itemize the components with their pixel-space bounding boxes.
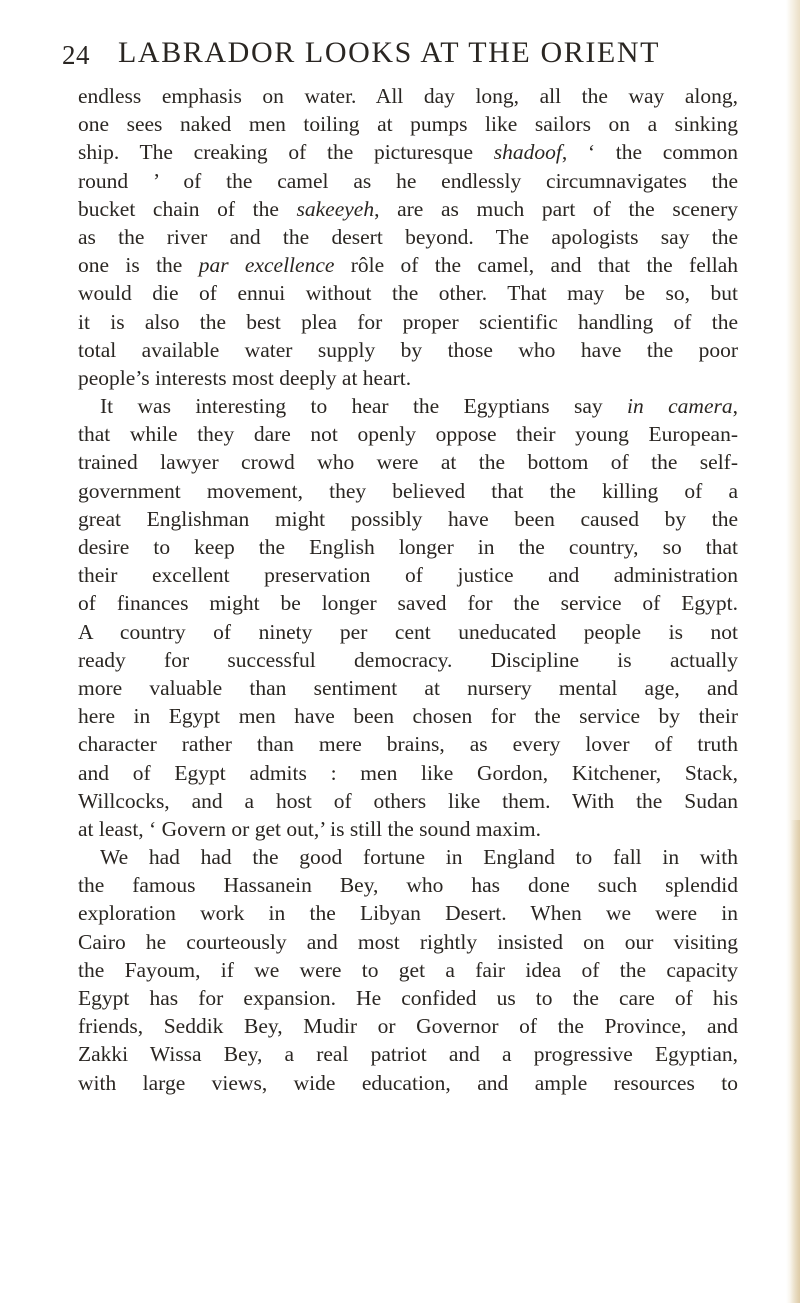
- text-line: great Englishman might possibly have been caused by the: [78, 506, 738, 531]
- text-line: exploration work in the Libyan Desert. When we were in: [78, 901, 738, 926]
- text-line: It was interesting to hear the Egyptians say in camera,: [100, 394, 738, 419]
- text-line: it is also the best plea for proper scientific handling of the: [78, 309, 738, 334]
- text-line: Willcocks, and a host of others like them. With the Sudan: [78, 788, 738, 813]
- body-text: [78, 82, 738, 1097]
- text-line: ship. The creaking of the picturesque shadoof, ‘ the common: [78, 140, 738, 165]
- page-number: 24: [62, 40, 90, 70]
- text-line: that while they dare not openly oppose their young European-: [78, 422, 738, 447]
- text-line: government movement, they believed that the killing of a: [78, 478, 738, 503]
- text-line: round ’ of the camel as he endlessly circumnavigates the: [78, 168, 738, 193]
- italic-term: in camera: [627, 394, 733, 419]
- text-line: would die of ennui without the other. That may be so, but: [78, 281, 738, 306]
- text-line: desire to keep the English longer in the country, so that: [78, 535, 738, 559]
- text-line: of finances might be longer saved for the service of Egypt.: [78, 591, 738, 616]
- text-line: one is the par excellence rôle of the camel, and that the fellah: [78, 253, 738, 278]
- italic-term: shadoof: [493, 140, 562, 165]
- text-line: bucket chain of the sakeeyeh, are as much part of the scenery: [78, 196, 738, 221]
- running-head: LABRADOR LOOKS AT THE ORIENT: [118, 36, 661, 69]
- text-line: the famous Hassanein Bey, who has done such splendid: [78, 873, 738, 898]
- text-line: total available water supply by those who have the poor: [78, 337, 738, 362]
- page-header: [62, 36, 752, 76]
- text-line: more valuable than sentiment at nursery mental age, and: [78, 675, 738, 700]
- text-line: one sees naked men toiling at pumps like sailors on a sinking: [78, 112, 738, 137]
- text-line: with large views, wide education, and ample resources to: [78, 1070, 738, 1095]
- text-line: and of Egypt admits : men like Gordon, Kitchener, Stack,: [78, 760, 738, 785]
- text-line: trained lawyer crowd who were at the bottom of the self-: [78, 450, 738, 475]
- text-line: endless emphasis on water. All day long, all the way along,: [78, 84, 738, 108]
- text-line: We had had the good fortune in England to fall in with: [100, 845, 738, 870]
- page-edge-shading-lower: [790, 820, 800, 1303]
- italic-term: sakeeyeh: [296, 196, 375, 221]
- text-line: here in Egypt men have been chosen for the service by their: [78, 704, 738, 729]
- text-line: character rather than mere brains, as every lover of truth: [78, 732, 738, 757]
- text-line: Egypt has for expansion. He confided us to the care of his: [78, 986, 738, 1010]
- text-line: ready for successful democracy. Discipline is actually: [78, 647, 738, 672]
- text-line: friends, Seddik Bey, Mudir or Governor of the Province, and: [78, 1014, 738, 1039]
- italic-term: par excellence: [198, 253, 335, 278]
- text-line: as the river and the desert beyond. The apologists say the: [78, 224, 738, 249]
- text-line: people’s interests most deeply at heart.: [78, 365, 412, 390]
- text-line: the Fayoum, if we were to get a fair idea of the capacity: [78, 957, 738, 982]
- text-line: at least, ‘ Govern or get out,’ is still the sound maxim.: [78, 816, 541, 841]
- text-line: Cairo he courteously and most rightly insisted on our visiting: [78, 929, 738, 954]
- text-line: Zakki Wissa Bey, a real patriot and a progressive Egyptian,: [78, 1042, 738, 1067]
- text-line: A country of ninety per cent uneducated people is not: [78, 619, 738, 644]
- text-line: their excellent preservation of justice and administration: [78, 563, 738, 588]
